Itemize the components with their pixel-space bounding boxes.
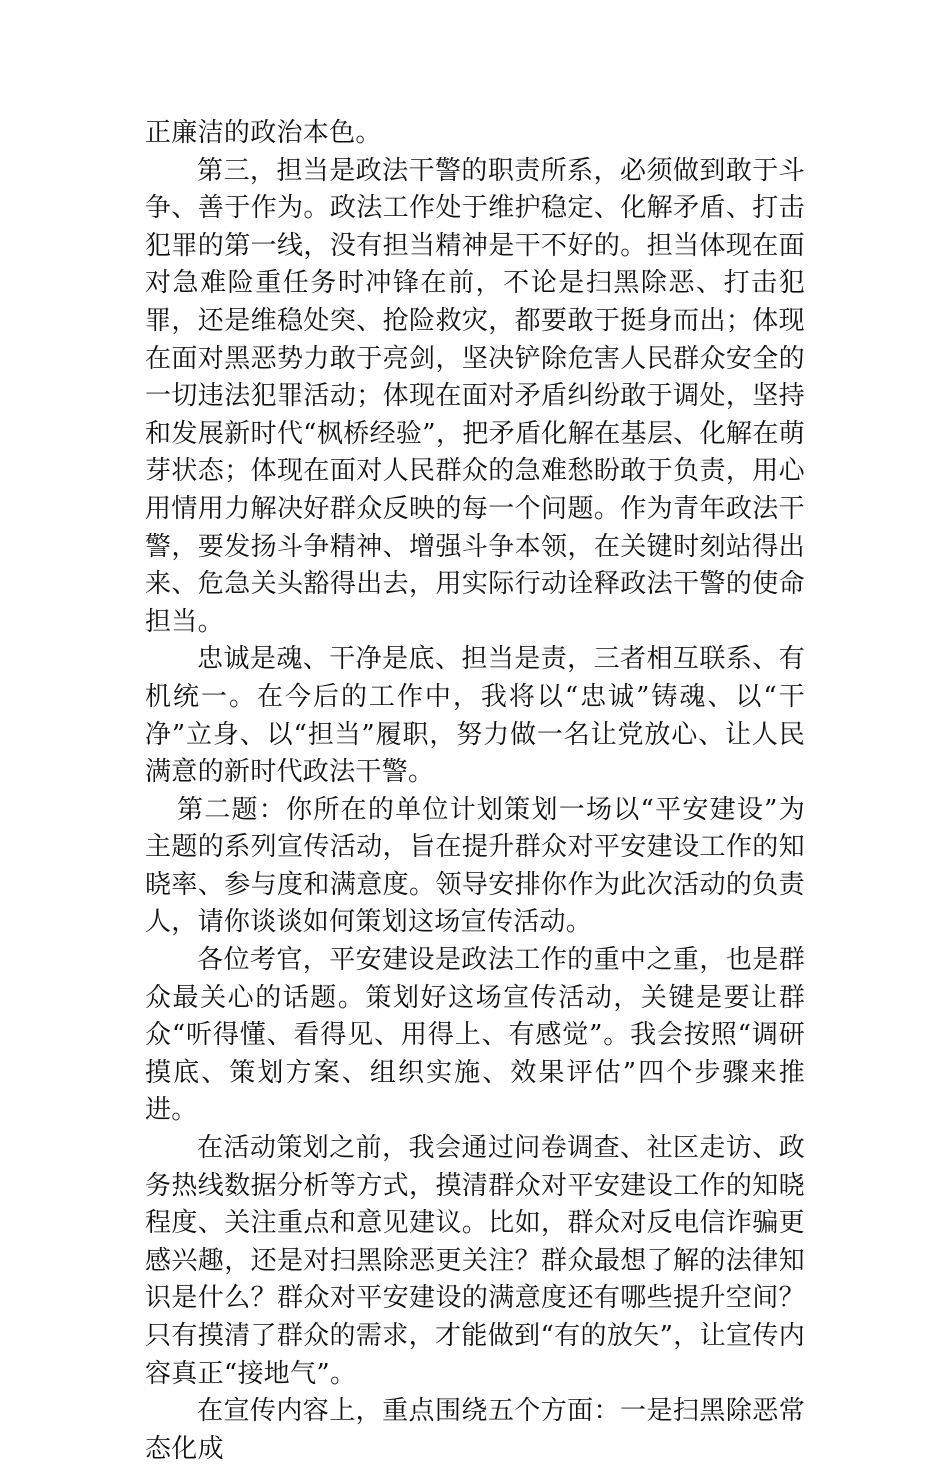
paragraph-research: 在活动策划之前，我会通过问卷调查、社区走访、政务热线数据分析等方式，摸清群众对平安建设工作的知晓程度、关注重点和意见建议。比如，群众对反电信诈骗更感兴趣，还是对扫黑除恶更关注？群众最想了解的法律知识是什么？群众对平安建设的满意度还有哪些提升空间？只有摸清了群众的需求，才能做到“有的放矢”，让宣传内容真正“接地气”。 — [145, 1133, 805, 1389]
document-page — [145, 115, 805, 1468]
paragraph-continuation: 正廉洁的政治本色。 — [145, 118, 382, 148]
paragraph-conclusion: 忠诚是魂、干净是底、担当是责，三者相互联系、有机统一。在今后的工作中，我将以“忠诚”铸魂、以“干净”立身、以“担当”履职，努力做一名让党放心、让人民满意的新时代政法干警。 — [145, 644, 805, 788]
paragraph-content: 在宣传内容上，重点围绕五个方面：一是扫黑除恶常态化成 — [145, 1396, 805, 1464]
question-two: 第二题：你所在的单位计划策划一场以“平安建设”为主题的系列宣传活动，旨在提升群众对平安建设工作的知晓率、参与度和满意度。领导安排你作为此次活动的负责人，请你谈谈如何策划这场宣传活动。 — [145, 794, 805, 938]
paragraph-third-point: 第三，担当是政法干警的职责所系，必须做到敢于斗争、善于作为。政法工作处于维护稳定、化解矛盾、打击犯罪的第一线，没有担当精神是干不好的。担当体现在面对急难险重任务时冲锋在前，不论是扫黑除恶、打击犯罪，还是维稳处突、抢险救灾，都要敢于挺身而出；体现在面对黑恶势力敢于亮剑，坚决铲除危害人民群众安全的一切违法犯罪活动；体现在面对矛盾纠纷敢于调处，坚持和发展新时代“枫桥经验”，把矛盾化解在基层、化解在萌芽状态；体现在面对人民群众的急难愁盼敢于负责，用心用情用力解决好群众反映的每一个问题。作为青年政法干警，要发扬斗争精神、增强斗争本领，在关键时刻站得出来、危急关头豁得出去，用实际行动诠释政法干警的使命担当。 — [145, 155, 805, 637]
paragraph-answer-intro: 各位考官，平安建设是政法工作的重中之重，也是群众最关心的话题。策划好这场宣传活动，关键是要让群众“听得懂、看得见、用得上、有感觉”。我会按照“调研摸底、策划方案、组织实施、效果评估”四个步骤来推进。 — [145, 945, 805, 1126]
